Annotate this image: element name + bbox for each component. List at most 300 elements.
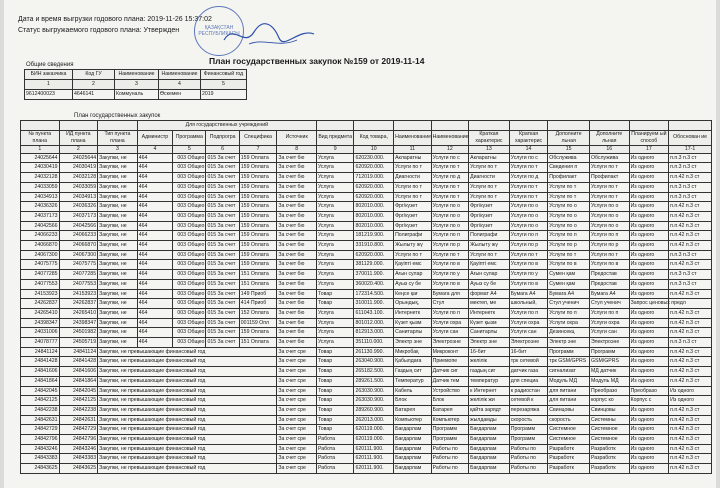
table-cell: 24036326 [21,202,60,212]
table-cell: Из одного [629,415,669,425]
table-cell: к радиостан [509,386,548,396]
table-cell: 24398347 [21,318,60,328]
table-cell: Услуги по т [509,182,548,192]
table-cell: 003 Общео [173,308,206,318]
table-cell: Услуги по о [431,221,469,231]
table-cell: Закупки, не превышающие финансовый год [98,425,277,435]
table-cell: п.п.42 п.3 ст [669,415,712,425]
table-cell: Услуга [316,270,354,280]
table-cell: п.п.42 п.3 ст [669,435,712,445]
table-cell: Услуги охра [548,318,590,328]
table-row [21,318,712,328]
table-cell: п.п.3 п.3 ст [669,279,712,289]
table-cell: За счет бю [277,299,317,309]
table-cell: 24843625 [21,464,60,474]
table-cell: Услуги охра [509,318,548,328]
table-cell: 24042566 [21,221,60,231]
table-cell: 24034913 [59,192,98,202]
table-cell: Санитарлы [394,328,432,338]
table-cell: Күзет қызм [469,318,510,328]
plan-column-header: Вид предмета [316,130,354,145]
table-cell: сетевой к [509,396,548,406]
table-cell: Закупки, не превышающие финансовый год [98,405,277,415]
plan-group-spacer [316,121,354,131]
table-cell: Фрг/күзет [394,221,432,231]
table-cell: За счет бю [277,279,317,289]
table-cell: Закупки, не [98,211,138,221]
table-cell: Программ [589,347,629,357]
table-cell: Услуга [316,163,354,173]
table-cell: п.п.42 п.3 ст [669,357,712,367]
plan-column-header: Дополните льная [589,130,629,145]
table-cell: Услуги охра [589,318,629,328]
table-cell: Закупки, не [98,260,138,270]
table-cell: 464 [137,173,172,183]
table-cell: датчик газа [509,367,548,377]
table-cell: Товар [316,415,354,425]
plan-column-number: 7 [239,145,277,153]
table-row [21,435,712,445]
plan-column-header: Планируем ый способ [629,130,669,145]
table-cell: Разработк [589,444,629,454]
table-cell: школьный, [509,299,548,309]
table-cell: Услуги по т [431,163,469,173]
table-cell: Ауыз су бе [394,279,432,289]
table-cell: 620920.000. [354,182,394,192]
table-cell: Услуга [316,192,354,202]
plan-group-spacer [548,121,590,131]
table-cell: Предостав [589,279,629,289]
table-cell: 24842796 [21,435,60,445]
table-cell: 003 Общео [173,163,206,173]
table-cell: Закупки, не превышающие финансовый год [98,444,277,454]
table-cell: Услуги сан [589,328,629,338]
table-cell: 24077553 [21,279,60,289]
table-row [21,270,712,280]
table-cell: 24075775 [59,260,98,270]
table-row [21,279,712,289]
table-cell: п.п.42 п.3 ст [669,347,712,357]
table-row [21,464,712,474]
table-cell: 620119.000. [354,435,394,445]
general-header-cell: Финансовый год [201,70,247,80]
table-cell: 331910.800. [354,241,394,251]
table-cell: п.п.42 п.3 ст [669,405,712,415]
table-cell: Электр эне [394,338,432,348]
table-cell: 802010.000. [354,211,394,221]
table-cell: 24842796 [59,435,98,445]
plan-group-spacer [509,121,548,131]
table-cell: Из одного [629,357,669,367]
table-cell: 015 За счет [206,328,239,338]
table-cell: МД датчик [589,367,629,377]
table-cell: Компьютер [394,415,432,425]
table-cell: 015 За счет [206,270,239,280]
table-cell: 289261.500. [354,376,394,386]
table-cell: 381129.000. [354,260,394,270]
plan-group-spacer [431,121,469,131]
table-cell: 24841428 [59,357,98,367]
table-cell: Товар [316,299,354,309]
table-cell: 464 [137,163,172,173]
table-row [21,182,712,192]
table-cell: Услуги по о [548,221,590,231]
table-cell: трк GSM/GPRS [548,357,590,367]
table-cell: За счет бю [277,211,317,221]
table-cell: Профилакт [548,173,590,183]
table-cell: Услуги по т [394,182,432,192]
table-cell: Бумага А4 [589,289,629,299]
table-cell: 003 Общео [173,221,206,231]
signature [219,18,319,54]
table-cell: Из одного [629,192,669,202]
table-cell: Ағын сулар [394,270,432,280]
table-cell: Свинцовы [589,405,629,415]
table-cell: 620920.000. [354,250,394,260]
table-cell: 263030.900. [354,386,394,396]
table-cell: Закупки, не [98,328,138,338]
table-cell: Электроэне [431,338,469,348]
plan-column-number: 13 [469,145,510,153]
table-cell: 003 Общео [173,231,206,241]
page-title: План государственных закупок №159 от 2019-11-14 [209,56,425,66]
table-cell: Бағдарлам [469,454,510,464]
table-cell: 159 Оплата [239,260,277,270]
table-cell: 620920.000. [354,163,394,173]
table-cell: Услуги по п [548,308,590,318]
plan-column-number: 9 [316,145,354,153]
table-row [21,308,712,318]
table-cell: Услуги по с [509,153,548,163]
table-cell: 24077285 [21,270,60,280]
table-cell: 16-бит [509,347,548,357]
table-row [21,173,712,183]
table-cell: Батарея [431,405,469,415]
table-cell: Из одного [629,347,669,357]
table-cell: 24078777 [21,338,60,348]
table-cell: 464 [137,318,172,328]
table-cell: Из одного [629,328,669,338]
table-cell: Бағдарлам [394,444,432,454]
table-cell: Услуги по д [509,173,548,183]
table-cell: Услуги сан [509,328,548,338]
table-row [21,260,712,270]
table-cell: 263040.900. [354,357,394,367]
plan-column-number: 6 [206,145,239,153]
table-row [21,444,712,454]
table-cell: Услуги по о [431,202,469,212]
table-cell: Стул ученич [548,299,590,309]
plan-section-label: План государственных закупок [74,113,161,119]
table-cell: Закупки, не [98,241,138,251]
table-cell: 263030.900. [354,396,394,406]
table-cell: Из одного [629,202,669,212]
table-cell: Закупки, не [98,289,138,299]
table-cell: Акларатны [394,153,432,163]
table-cell: 159 Оплата [239,173,277,183]
table-cell: 151 Оплата [239,338,277,348]
table-row [21,241,712,251]
table-cell: Бумага для [431,289,469,299]
table-cell: 159 Оплата [239,241,277,251]
table-cell: 24031006 [21,328,60,338]
table-cell: 015 За счет [206,192,239,202]
table-cell: Из одного [629,211,669,221]
table-cell: За счет бю [277,221,317,231]
table-cell: 24262837 [21,299,60,309]
table-cell: 16-бит [469,347,510,357]
plan-column-header: Краткая характерис [469,130,510,145]
table-cell: Услуги по о [509,221,548,231]
table-cell: 464 [137,328,172,338]
table-cell: Интернетк [394,308,432,318]
plan-column-header: Наименование [431,130,469,145]
table-cell: За счет бю [277,241,317,251]
general-values-row [25,90,247,100]
table-cell: Газдың сит [394,367,432,377]
table-cell: Сумен қам [548,279,590,289]
table-cell: 003 Общео [173,338,206,348]
table-cell: 24841124 [21,347,60,357]
table-cell: п.п.42 п.3 ст [669,211,712,221]
table-cell: 265182.500. [354,367,394,377]
table-cell: Диагности [394,173,432,183]
table-cell: Услуги по т [431,182,469,192]
table-cell: Системны [589,415,629,425]
table-cell: Закупки, не превышающие финансовый год [98,386,277,396]
table-cell: Услуга [316,318,354,328]
table-cell: За счет бю [277,202,317,212]
table-cell: п.п.42 п.3 ст [669,308,712,318]
table-row [21,415,712,425]
table-cell: қайта зарядт [469,405,510,415]
plan-group-spacer [394,121,432,131]
table-cell: 24066870 [59,241,98,251]
table-cell: 801012.000. [354,318,394,328]
table-cell: Ауыз су бе [469,279,510,289]
table-cell: Услуга [316,173,354,183]
table-cell: Товар [316,289,354,299]
table-cell: Услуги по в [589,260,629,270]
table-cell: Услуги по т [509,192,548,202]
table-cell: За счет бю [277,289,317,299]
table-cell: Товар [316,367,354,377]
table-cell: Закупки, не превышающие финансовый год [98,396,277,406]
table-cell: 310011.900. [354,299,394,309]
table-cell: Бағдарлам [469,444,510,454]
table-cell: Услуга [316,202,354,212]
table-cell: Бағдарлам [469,425,510,435]
plan-column-header: Наименование [394,130,432,145]
table-cell: За счет сре [277,444,317,454]
table-cell: Күзет қызм [394,318,432,328]
table-cell: Закупки, не превышающие финансовый год [98,357,277,367]
table-cell: Профилакт [589,173,629,183]
table-cell: Услуги по о [589,202,629,212]
table-cell: Услуга [316,308,354,318]
table-cell: Из одного [629,308,669,318]
table-cell: Қабылдаға [394,357,432,367]
table-cell: За счет бю [277,163,317,173]
general-header-cell: Наименование [159,70,201,80]
table-cell: Предостав [589,270,629,280]
table-cell: Услуги по о [548,202,590,212]
plan-number-row [21,145,712,153]
plan-column-header: Специфика [239,130,277,145]
table-cell: 370011.900. [354,270,394,280]
table-cell: Разработк [548,454,590,464]
table-cell: За счет бю [277,153,317,163]
table-cell: п.п.3 п.3 ст [669,250,712,260]
table-cell: Услуги по у [509,270,548,280]
table-cell: 24842125 [21,396,60,406]
table-cell: Из одного [629,464,669,474]
plan-column-header: Код товара, [354,130,394,145]
table-cell: Преобразо [589,386,629,396]
table-cell: 24843383 [21,454,60,464]
plan-column-number: 1 [21,145,60,153]
table-cell: Закупки, не превышающие финансовый год [98,435,277,445]
table-cell: 360020.400. [354,279,394,289]
table-cell: Услуга [316,221,354,231]
table-cell: Работа [316,444,354,454]
table-cell: п.п.3 п.3 ст [669,163,712,173]
table-cell: Акларатны [469,153,510,163]
table-cell: Системное [548,425,590,435]
table-cell: 003 Общео [173,260,206,270]
table-cell: Қауіпті емс [394,260,432,270]
table-cell: Закупки, не [98,182,138,192]
table-cell: Из одного [629,435,669,445]
table-cell: 620111.900. [354,454,394,464]
table-cell: За счет сре [277,386,317,396]
table-row [21,386,712,396]
general-value-cell: Өскемен [159,90,201,100]
table-cell: Из одного [629,163,669,173]
table-cell: Услуги по т [394,192,432,202]
table-cell: Программ [431,425,469,435]
plan-group-spacer [629,121,669,131]
table-cell: 159 Оплата [239,182,277,192]
table-cell: Фрг/күзет [469,221,510,231]
table-cell: 003 Общео [173,250,206,260]
plan-column-header: Дополните льная [548,130,590,145]
table-cell: п.п.42 п.3 ст [669,173,712,183]
table-cell: Работа [316,464,354,474]
table-cell: 24066233 [59,231,98,241]
table-cell: п.п.42 п.3 ст [669,202,712,212]
plan-column-header: Подпрогра [206,130,239,145]
table-cell: 24842631 [59,415,98,425]
table-cell: Бағдарлам [469,464,510,474]
table-cell: 015 За счет [206,308,239,318]
table-cell: 620119.000. [354,425,394,435]
table-cell: п.п.3 п.3 ст [669,192,712,202]
table-cell: Закупки, не [98,163,138,173]
table-cell: Электроэне [509,338,548,348]
table-cell: Закупки, не [98,270,138,280]
general-number-cell: 3 [115,80,159,90]
table-cell: Фрг/күзет [469,202,510,212]
table-cell: За счет сре [277,376,317,386]
table-cell: 24843246 [59,444,98,454]
table-cell: Услуга [316,182,354,192]
table-cell: За счет сре [277,415,317,425]
general-header-cell: Код ГУ [73,70,115,80]
table-cell: 003 Общео [173,289,206,299]
table-cell: 149 Приоб [239,289,277,299]
table-cell: Преобразо [629,386,669,396]
table-cell: 464 [137,289,172,299]
table-cell: Разработк [589,464,629,474]
table-cell: 712019.000. [354,173,394,183]
table-cell: Товар [316,357,354,367]
general-number-cell: 5 [201,80,247,90]
table-cell: Сведения п [548,163,590,173]
table-cell: 24841428 [21,357,60,367]
table-cell: 152 Оплата [239,308,277,318]
table-cell: Бағдарлам [394,425,432,435]
table-cell: 464 [137,202,172,212]
table-cell: 24077285 [59,270,98,280]
table-cell: 464 [137,279,172,289]
table-cell: 015 За счет [206,153,239,163]
table-cell: 003 Общео [173,153,206,163]
table-row [21,338,712,348]
table-cell: 003 Общео [173,328,206,338]
plan-column-number: 15 [548,145,590,153]
table-cell: Микробақ [394,347,432,357]
table-cell: 003 Общео [173,270,206,280]
table-cell: Полиграфи [394,231,432,241]
table-cell: п.п.42 п.3 ст [669,425,712,435]
table-cell: к Интернет [469,386,510,396]
plan-status: Статус выгружаемого годового плана: Утвержден [18,27,180,34]
table-cell: Работы по [509,454,548,464]
table-cell: 015 За счет [206,318,239,328]
table-cell: 464 [137,270,172,280]
table-cell: 24067300 [59,250,98,260]
table-cell: Услуги по т [509,250,548,260]
table-cell: Работы по [431,464,469,474]
table-cell: 24033059 [59,182,98,192]
table-cell: Работы по [431,454,469,464]
table-cell: 24843246 [21,444,60,454]
general-value-cell: Коммуналь [115,90,159,100]
table-cell: За счет бю [277,338,317,348]
table-cell: Жылыту жү [394,241,432,251]
table-cell: Разработк [548,444,590,454]
table-cell: п.п.42 п.3 ст [669,231,712,241]
plan-column-number: 11 [394,145,432,153]
table-cell: Электр эне [548,338,590,348]
table-cell: 015 За счет [206,173,239,183]
table-cell: сигнализат [548,367,590,377]
table-row [21,357,712,367]
table-cell: 24037173 [59,211,98,221]
table-row [21,221,712,231]
table-cell: 172314.500. [354,289,394,299]
table-cell: трк сетевой [509,357,548,367]
table-cell: Услуга [316,260,354,270]
table-cell: Ағын сулар [469,270,510,280]
plan-column-number: 16 [589,145,629,153]
table-cell: 24841606 [59,367,98,377]
table-cell: Программ [431,435,469,445]
table-cell: Услуги по п [509,231,548,241]
table-cell: 015 За счет [206,260,239,270]
table-cell: 464 [137,250,172,260]
